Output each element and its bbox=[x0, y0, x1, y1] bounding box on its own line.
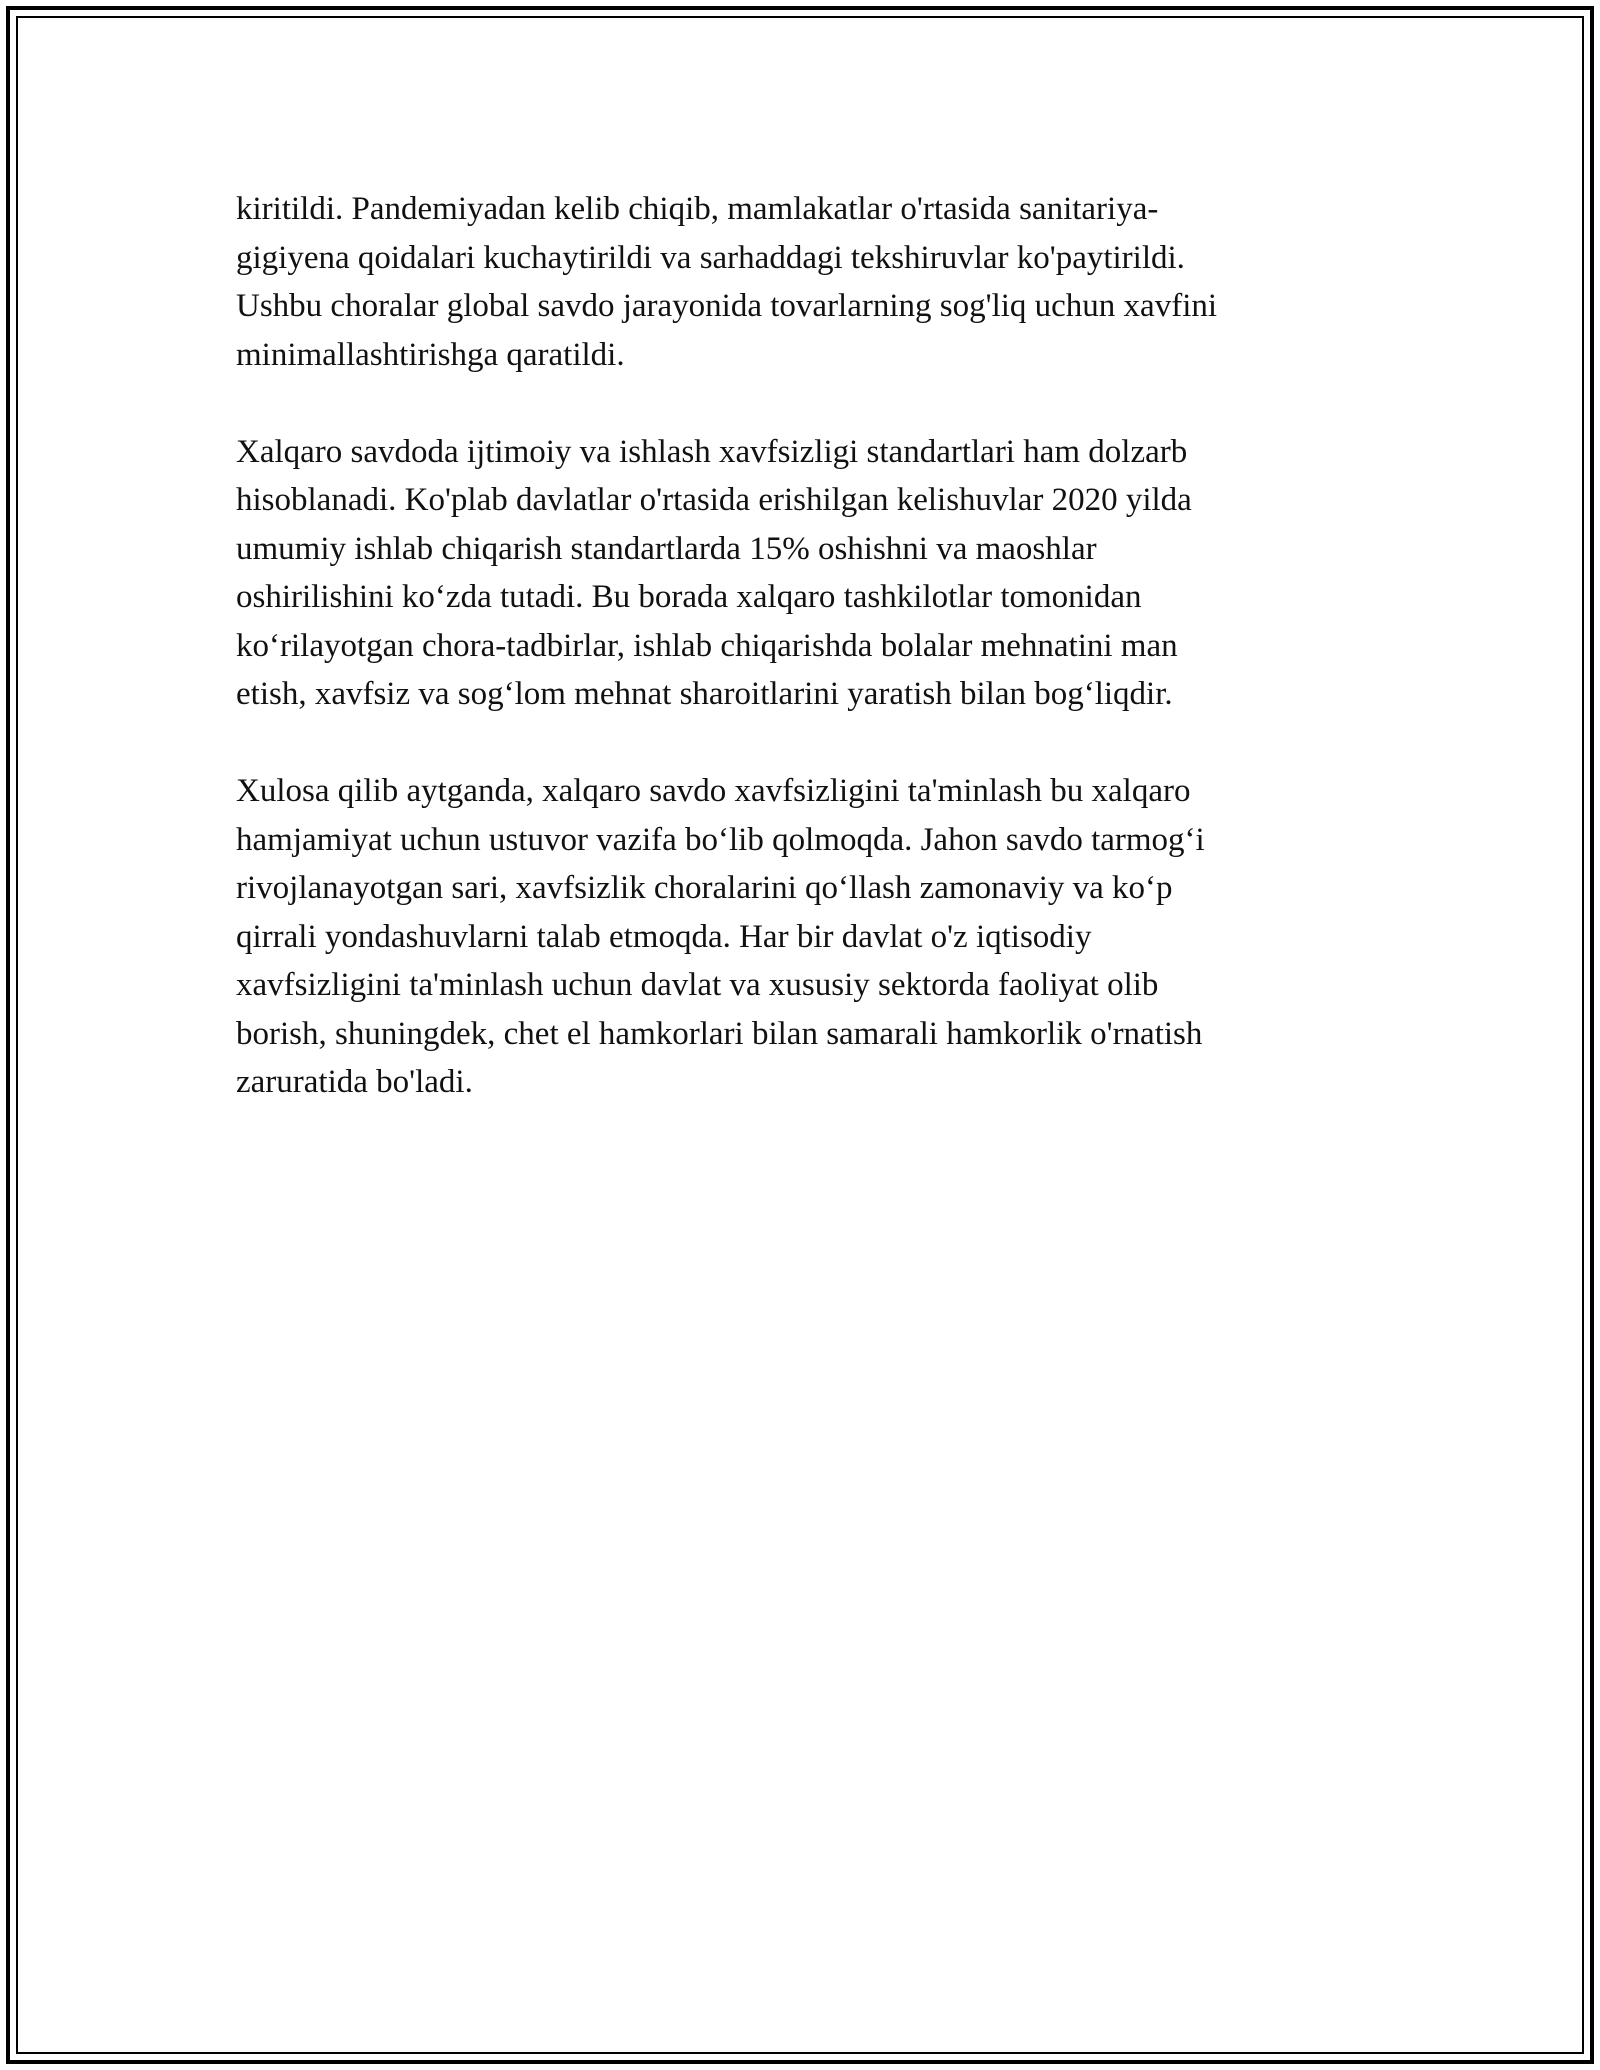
text-line: zaruratida bo'ladi. bbox=[236, 1064, 473, 1100]
text-line: Xalqaro savdoda ijtimoiy va ishlash xavfsizligi standartlari ham dolzarb bbox=[236, 433, 1188, 470]
paragraph-1 bbox=[236, 185, 1366, 379]
text-line: ko‘rilayotgan chora-tadbirlar, ishlab chiqarishda bolalar mehnatini man bbox=[236, 627, 1178, 664]
paragraph-3 bbox=[236, 767, 1366, 1107]
text-line: etish, xavfsiz va sog‘lom mehnat sharoitlarini yaratish bilan bog‘liqdir. bbox=[236, 676, 1173, 712]
text-line: oshirilishini ko‘zda tutadi. Bu borada xalqaro tashkilotlar tomonidan bbox=[236, 579, 1142, 615]
text-line: Xulosa qilib aytganda, xalqaro savdo xavfsizligini ta'minlash bu xalqaro bbox=[236, 773, 1191, 809]
text-line: gigiyena qoidalari kuchaytirildi va sarhaddagi tekshiruvlar ko'paytirildi. bbox=[236, 239, 1185, 276]
text-line: qirrali yondashuvlarni talab etmoqda. Har bir davlat o'z iqtisodiy bbox=[236, 918, 1092, 955]
text-line: xavfsizligini ta'minlash uchun davlat va xususiy sektorda faoliyat olib bbox=[236, 967, 1159, 1003]
document-body bbox=[236, 185, 1366, 1155]
text-line: hamjamiyat uchun ustuvor vazifa bo‘lib qolmoqda. Jahon savdo tarmog‘i bbox=[236, 821, 1205, 858]
text-line: Ushbu choralar global savdo jarayonida tovarlarning sog'liq uchun xavfini bbox=[236, 288, 1218, 324]
text-line: hisoblanadi. Ko'plab davlatlar o'rtasida erishilgan kelishuvlar 2020 yilda bbox=[236, 482, 1192, 518]
text-line: borish, shuningdek, chet el hamkorlari bilan samarali hamkorlik o'rnatish bbox=[236, 1015, 1203, 1052]
text-line: minimallashtirishga qaratildi. bbox=[236, 336, 625, 373]
text-line: umumiy ishlab chiqarish standartlarda 15% oshishni va maoshlar bbox=[236, 530, 1097, 567]
text-line: rivojlanayotgan sari, xavfsizlik choralarini qo‘llash zamonaviy va ko‘p bbox=[236, 870, 1173, 906]
paragraph-2 bbox=[236, 428, 1366, 719]
text-line: kiritildi. Pandemiyadan kelib chiqib, mamlakatlar o'rtasida sanitariya- bbox=[236, 191, 1159, 227]
